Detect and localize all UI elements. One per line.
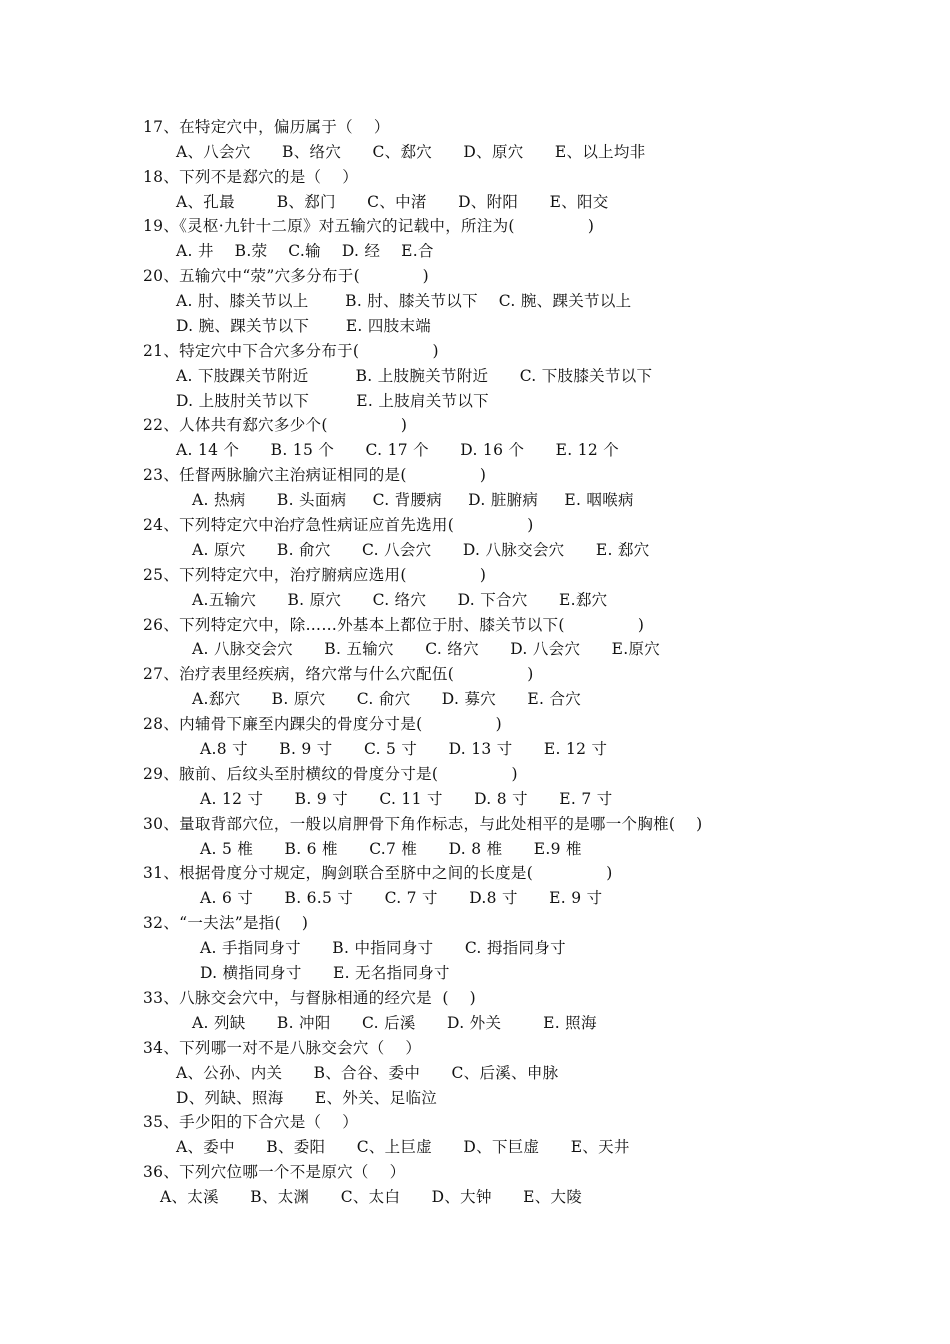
question-20: 20、五输穴中“荥”穴多分布于( ) [143,267,429,285]
question-34: 34、下列哪一对不是八脉交会穴（ ） [143,1039,422,1057]
options-21-a: A. 下肢踝关节附近 B. 上肢腕关节附近 C. 下肢膝关节以下 [176,367,653,385]
options-18: A、孔最 B、郄门 C、中渚 D、附阳 E、阳交 [176,193,609,211]
question-29: 29、腋前、后纹头至肘横纹的骨度分寸是( ) [143,765,518,783]
question-28: 28、内辅骨下廉至内踝尖的骨度分寸是( ) [143,715,502,733]
question-27: 27、治疗表里经疾病，络穴常与什么穴配伍( ) [143,665,534,683]
question-30: 30、量取背部穴位，一般以肩胛骨下角作标志，与此处相平的是哪一个胸椎( ) [143,815,703,833]
question-22: 22、人体共有郄穴多少个( ) [143,416,408,434]
options-29: A. 12 寸 B. 9 寸 C. 11 寸 D. 8 寸 E. 7 寸 [200,790,613,808]
question-31: 31、根据骨度分寸规定，胸剑联合至脐中之间的长度是( ) [143,864,613,882]
question-23: 23、任督两脉腧穴主治病证相同的是( ) [143,466,487,484]
options-28: A.8 寸 B. 9 寸 C. 5 寸 D. 13 寸 E. 12 寸 [200,740,608,758]
options-26: A. 八脉交会穴 B. 五输穴 C. 络穴 D. 八会穴 E.原穴 [192,640,661,658]
question-35: 35、手少阳的下合穴是（ ） [143,1113,359,1131]
question-32: 32、“一夫法”是指( ) [143,914,309,932]
options-33: A. 列缺 B. 冲阳 C. 后溪 D. 外关 E. 照海 [192,1014,597,1032]
options-17: A、八会穴 B、络穴 C、郄穴 D、原穴 E、以上均非 [176,143,646,161]
question-26: 26、下列特定穴中，除……外基本上都位于肘、膝关节以下( ) [143,616,645,634]
question-33: 33、八脉交会穴中，与督脉相通的经穴是 ( ) [143,989,476,1007]
options-22: A. 14 个 B. 15 个 C. 17 个 D. 16 个 E. 12 个 [176,441,620,459]
question-18: 18、下列不是郄穴的是（ ） [143,168,359,186]
question-25: 25、下列特定穴中，治疗腑病应选用( ) [143,566,487,584]
options-32-b: D. 横指同身寸 E. 无名指同身寸 [200,964,450,982]
options-34-a: A、公孙、内关 B、合谷、委中 C、后溪、申脉 [176,1064,559,1082]
question-19: 19、《灵枢·九针十二原》对五输穴的记载中，所注为( ) [143,217,595,235]
options-20-b: D. 腕、踝关节以下 E. 四肢末端 [176,317,432,335]
question-24: 24、下列特定穴中治疗急性病证应首先选用( ) [143,516,534,534]
options-30: A. 5 椎 B. 6 椎 C.7 椎 D. 8 椎 E.9 椎 [200,840,582,858]
options-25: A.五输穴 B. 原穴 C. 络穴 D. 下合穴 E.郄穴 [192,591,608,609]
question-36: 36、下列穴位哪一个不是原穴（ ） [143,1163,406,1181]
question-17: 17、在特定穴中，偏历属于（ ） [143,118,390,136]
options-24: A. 原穴 B. 俞穴 C. 八会穴 D. 八脉交会穴 E. 郄穴 [192,541,650,559]
options-36: A、太溪 B、太渊 C、太白 D、大钟 E、大陵 [160,1188,583,1206]
options-32-a: A. 手指同身寸 B. 中指同身寸 C. 拇指同身寸 [200,939,566,957]
options-34-b: D、列缺、照海 E、外关、足临泣 [176,1089,438,1107]
options-23: A. 热病 B. 头面病 C. 背腰病 D. 脏腑病 E. 咽喉病 [192,491,634,509]
options-27: A.郄穴 B. 原穴 C. 俞穴 D. 募穴 E. 合穴 [192,690,582,708]
options-31: A. 6 寸 B. 6.5 寸 C. 7 寸 D.8 寸 E. 9 寸 [200,889,603,907]
options-19: A. 井 B.荥 C.输 D. 经 E.合 [176,242,434,260]
options-21-b: D. 上肢肘关节以下 E. 上肢肩关节以下 [176,392,489,410]
options-20-a: A. 肘、膝关节以上 B. 肘、膝关节以下 C. 腕、踝关节以上 [176,292,632,310]
question-21: 21、特定穴中下合穴多分布于( ) [143,342,439,360]
options-35: A、委中 B、委阳 C、上巨虚 D、下巨虚 E、天井 [176,1138,630,1156]
